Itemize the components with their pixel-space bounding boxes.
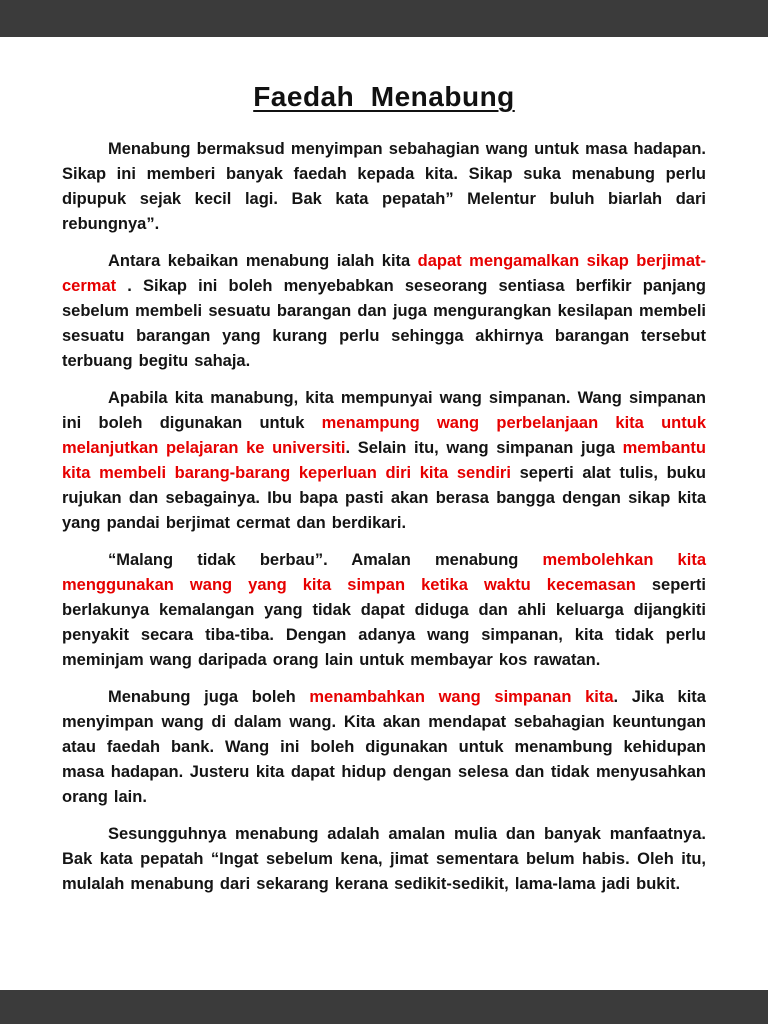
- text-run: Menabung bermaksud menyimpan sebahagian wang untuk masa hadapan. Sikap ini memberi banyak faedah kepada kita. Sikap suka menabung perlu dipupuk sejak kecil lagi. Bak kata pepatah” Melentur buluh biarlah dari rebungnya”.: [62, 140, 706, 233]
- text-run: “Malang tidak berbau”. Amalan menabung: [108, 551, 543, 569]
- top-letterbox-bar: [0, 0, 768, 37]
- highlighted-text-run: menambahkan wang simpanan kita: [309, 688, 614, 706]
- paragraph: [62, 386, 706, 536]
- highlighted-text-run: dapat mengamalkan sikap berjimat-cermat: [62, 252, 706, 295]
- text-run: Antara kebaikan menabung ialah kita: [108, 252, 418, 270]
- text-run: seperti berlakunya kemalangan yang tidak dapat diduga dan ahli keluarga dijangkiti penyakit secara tiba-tiba. Dengan adanya wang simpanan, kita tidak perlu meminjam wang daripada orang lain untuk membayar kos rawatan.: [62, 576, 706, 669]
- document-title: Faedah Menabung: [253, 81, 515, 112]
- highlighted-text-run: menampung wang perbelanjaan kita untuk melanjutkan pelajaran ke universiti: [62, 414, 706, 457]
- paragraph: [62, 548, 706, 673]
- text-run: seperti alat tulis, buku rujukan dan sebagainya. Ibu bapa pasti akan berasa bangga dengan sikap kita yang pandai berjimat cermat dan berdikari.: [62, 464, 707, 532]
- text-run: Menabung juga boleh: [108, 688, 310, 706]
- text-run: Apabila kita manabung, kita mempunyai wang simpanan. Wang simpanan ini boleh digunakan untuk: [62, 389, 706, 432]
- document-body: [62, 137, 706, 897]
- page-content: [0, 37, 768, 990]
- highlighted-text-run: membantu kita membeli barang-barang keperluan diri kita sendiri: [62, 439, 706, 482]
- bottom-letterbox-bar: [0, 990, 768, 1024]
- text-run: . Sikap ini boleh menyebabkan seseorang sentiasa berfikir panjang sebelum membeli sesuatu barangan dan juga mengurangkan kesilapan membeli sesuatu barangan yang kurang perlu sehingga akhirnya barangan tersebut terbuang begitu sahaja.: [62, 277, 706, 370]
- paragraph: [62, 685, 706, 810]
- text-run: . Jika kita menyimpan wang di dalam wang. Kita akan mendapat sebahagian keuntungan atau faedah bank. Wang ini boleh digunakan untuk menambung kehidupan masa hadapan. Justeru kita dapat hidup dengan selesa dan tidak menyusahkan orang lain.: [62, 688, 706, 806]
- text-run: Sesungguhnya menabung adalah amalan mulia dan banyak manfaatnya. Bak kata pepatah “Ingat sebelum kena, jimat sementara belum habis. Oleh itu, mulalah menabung dari sekarang kerana sedikit-sedikit, lama-lama jadi bukit.: [62, 825, 706, 893]
- highlighted-text-run: membolehkan kita menggunakan wang yang kita simpan ketika waktu kecemasan: [62, 551, 706, 594]
- paragraph: [62, 137, 706, 237]
- text-run: . Selain itu, wang simpanan juga: [345, 439, 623, 457]
- paragraph: [62, 822, 706, 897]
- paragraph: [62, 249, 706, 374]
